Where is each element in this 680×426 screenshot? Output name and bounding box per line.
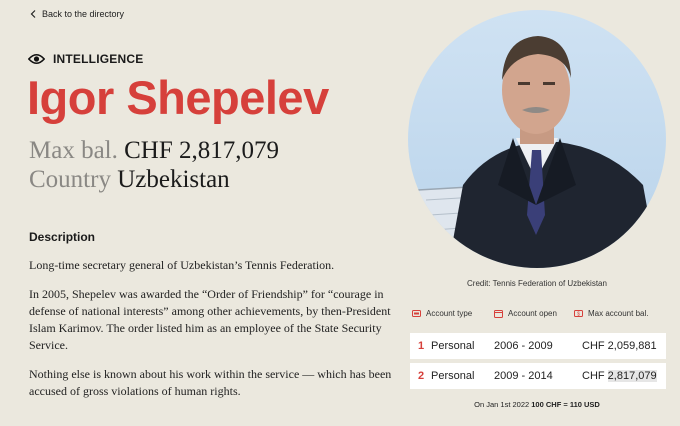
profile-name: Igor Shepelev [27,71,329,124]
eye-icon [28,53,45,65]
header-account-type-label: Account type [426,309,473,318]
profile-facts [29,136,279,194]
section-tag [28,52,143,66]
exchange-note-prefix: On Jan 1st 2022 [474,400,532,409]
max-balance-value: CHF 2,817,079 [124,137,280,164]
row-account-open: 2009 - 2014 [494,370,553,382]
row-account-type: Personal [431,340,475,352]
country-value: Uzbekistan [117,166,230,193]
row-max-currency: CHF [582,370,608,382]
svg-text:$: $ [577,311,580,318]
max-balance-label: Max bal. [29,137,118,164]
description-paragraph: Long-time secretary general of Uzbekistan’s Tennis Federation. [29,258,335,272]
description-heading: Description [29,230,96,244]
row-number: 2 [418,370,425,382]
back-link-label: Back to the directory [42,9,125,19]
description-body [29,257,399,412]
max-balance-line [29,136,279,165]
section-tag-label: INTELLIGENCE [53,52,144,66]
row-account-open: 2006 - 2009 [494,340,553,352]
row-max-balance [582,370,657,382]
accounts-table-header [410,309,666,323]
back-to-directory-link[interactable] [30,9,124,19]
country-line [29,165,279,194]
exchange-rate-note [408,400,666,409]
table-row [410,333,666,359]
header-account-open-label: Account open [508,309,557,318]
photo-credit: Credit: Tennis Federation of Uzbekistan [467,279,607,288]
row-number: 1 [418,340,425,352]
profile-photo [408,10,666,268]
chevron-left-icon [30,10,36,18]
description-paragraph: In 2005, Shepelev was awarded the “Order of Friendship” for “courage in defense of national interests” among other achievements, by then-President Islam Karimov. The order listed him as an employee of the State Security Service. [29,287,391,352]
exchange-note-rate: 100 CHF = 110 USD [531,400,600,409]
table-row [410,363,666,389]
row-account-type: Personal [431,370,475,382]
header-max-balance [574,309,648,318]
country-label: Country [29,166,111,193]
row-max-amount: 2,059,881 [607,340,657,352]
row-max-amount-highlighted: 2,817,079 [607,370,657,382]
header-account-open [494,309,557,318]
header-account-type [412,309,472,318]
calendar-icon [494,309,503,318]
description-paragraph: Nothing else is known about his work within the service — which has been accused of gross violations of human rights. [29,367,392,398]
account-card-icon [412,309,421,318]
money-icon [574,309,583,318]
row-max-currency: CHF [582,340,608,352]
portrait-illustration [408,10,666,268]
header-max-balance-label: Max account bal. [588,309,649,318]
row-max-balance [582,340,657,352]
